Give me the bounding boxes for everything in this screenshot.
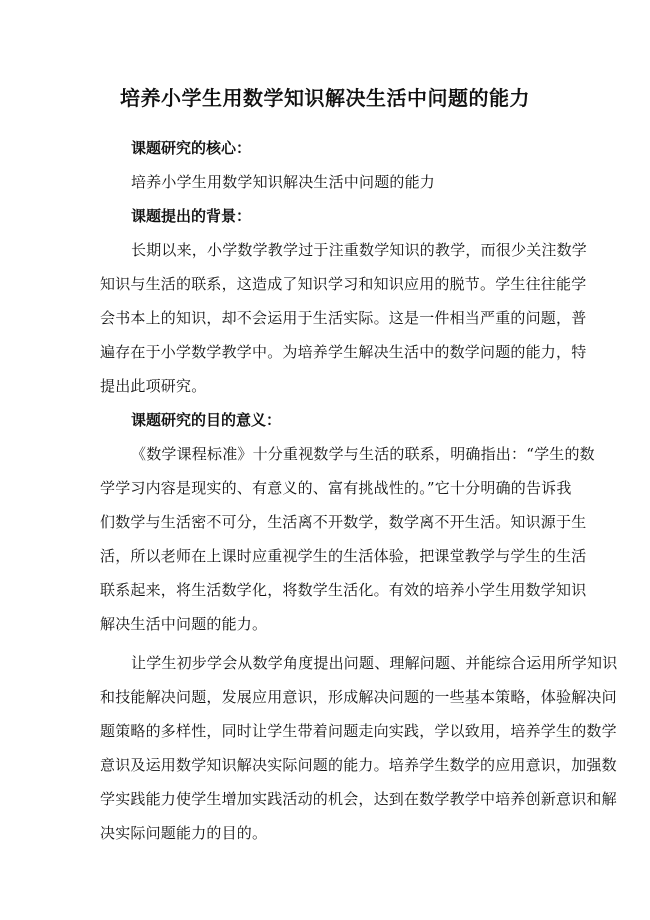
paragraph-line: 培养小学生用数学知识解决生活中问题的能力 <box>131 173 436 191</box>
paragraph-line: 长期以来，小学数学教学过于注重数学知识的教学，而很少关注数学 <box>131 241 588 259</box>
paragraph-line: 解决生活中问题的能力。 <box>100 615 268 633</box>
section-heading-background: 课题提出的背景： <box>131 207 252 225</box>
paragraph-line: 知识与生活的联系，这造成了知识学习和知识应用的脱节。学生往往能学 <box>100 275 587 293</box>
paragraph-line: 提出此项研究。 <box>100 377 207 395</box>
paragraph-line: 决实际问题能力的目的。 <box>100 824 268 842</box>
paragraph-line: 和技能解决问题，发展应用意识，形成解决问题的一些基本策略，体验解决问 <box>100 688 617 706</box>
paragraph-line: 题策略的多样性，同时让学生带着问题走向实践，学以致用，培养学生的数学 <box>100 722 617 740</box>
paragraph-line: 联系起来，将生活数学化，将数学生活化。有效的培养小学生用数学知识 <box>100 581 587 599</box>
paragraph-line: 学学习内容是现实的、有意义的、富有挑战性的。”它十分明确的告诉我 <box>100 479 572 497</box>
paragraph-line: 学实践能力使学生增加实践活动的机会，达到在数学教学中培养创新意识和解 <box>100 790 617 808</box>
document-title: 培养小学生用数学知识解决生活中问题的能力 <box>120 86 530 110</box>
paragraph-line: 意识及运用数学知识解决实际问题的能力。培养学生数学的应用意识，加强数 <box>100 756 617 774</box>
paragraph-line: 们数学与生活密不可分，生活离不开数学，数学离不开生活。知识源于生 <box>100 513 587 531</box>
section-heading-purpose: 课题研究的目的意义： <box>131 411 282 429</box>
paragraph-line: 活，所以老师在上课时应重视学生的生活体验，把课堂教学与学生的生活 <box>100 547 587 565</box>
paragraph-line: 会书本上的知识，却不会运用于生活实际。这是一件相当严重的问题，普 <box>100 309 587 327</box>
paragraph-line: 《数学课程标准》十分重视数学与生活的联系，明确指出：“学生的数 <box>131 445 595 463</box>
section-heading-core: 课题研究的核心： <box>131 139 252 157</box>
paragraph-line: 遍存在于小学数学教学中。为培养学生解决生活中的数学问题的能力，特 <box>100 343 587 361</box>
paragraph-line: 让学生初步学会从数学角度提出问题、理解问题、并能综合运用所学知识 <box>131 654 618 672</box>
